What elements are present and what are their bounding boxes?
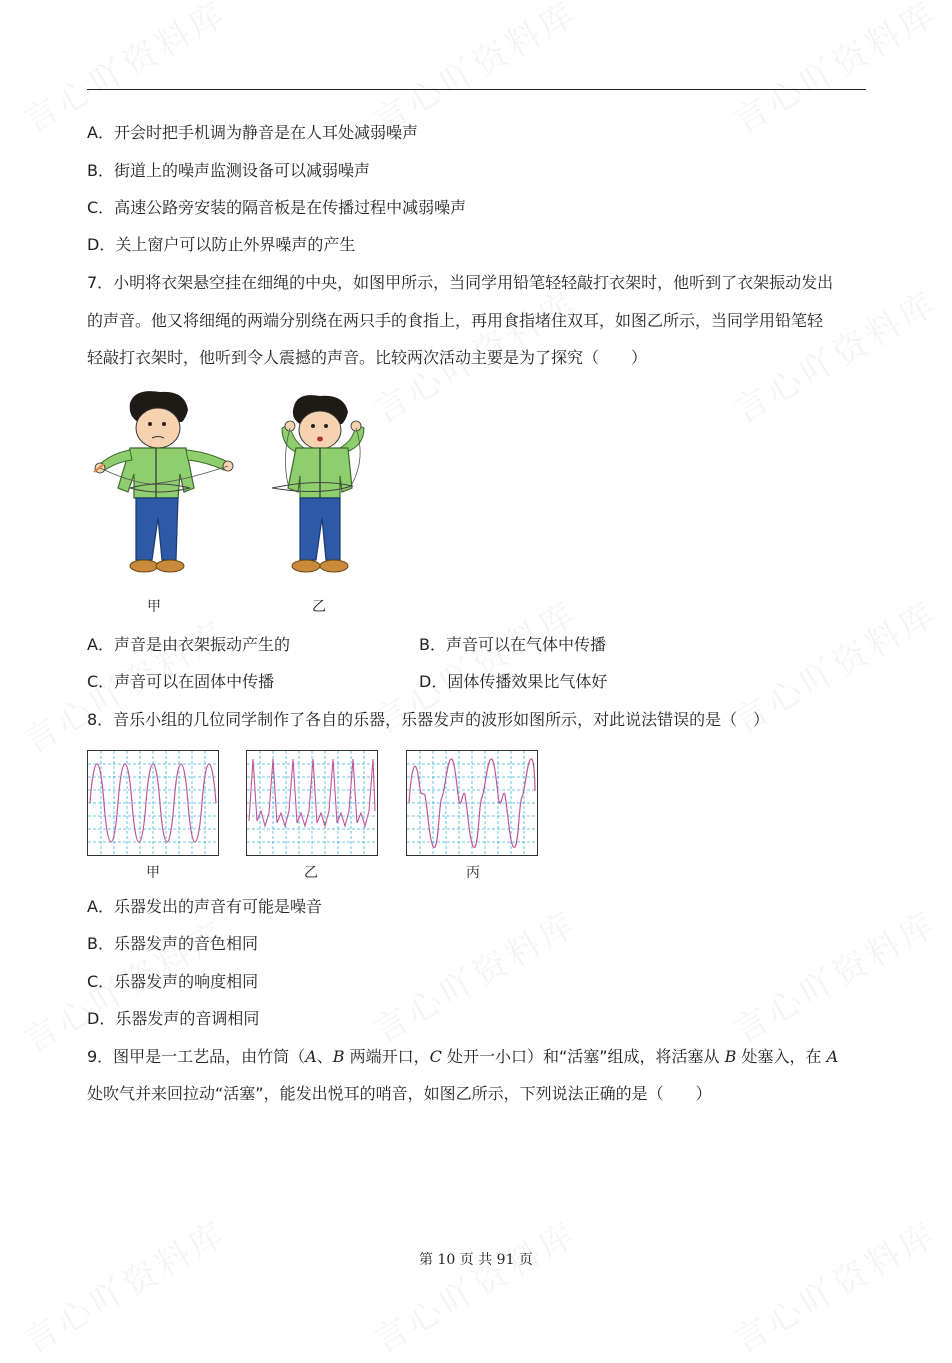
q7-stem-line-3: 轻敲打衣架时，他听到令人震撼的声音。比较两次活动主要是为了探究（ ） <box>87 348 648 367</box>
q8-option-a: A．乐器发出的声音有可能是噪音 <box>87 897 322 916</box>
watermark <box>363 0 585 143</box>
boy-holding-string-figure <box>90 388 240 584</box>
q8-option-d: D．乐器发声的音调相同 <box>87 1009 260 1028</box>
q8-fig-caption-jia: 甲 <box>146 865 160 881</box>
q8-stem: 8．音乐小组的几位同学制作了各自的乐器，乐器发声的波形如图所示，对此说法错误的是（ ） <box>87 710 770 729</box>
watermark <box>723 896 945 1052</box>
header-rule <box>87 89 866 90</box>
waveform-bing <box>406 750 538 856</box>
q6-option-b: B．街道上的噪声监测设备可以减弱噪声 <box>87 161 370 180</box>
q7-stem-line-2: 的声音。他又将细绳的两端分别绕在两只手的食指上，再用食指堵住双耳，如图乙所示，当同学用铅笔轻 <box>87 311 824 330</box>
q7-stem-line-1: 7．小明将衣架悬空挂在细绳的中央，如图甲所示，当同学用铅笔轻轻敲打衣架时，他听到了衣架振动发出 <box>87 273 834 292</box>
q8-option-c: C．乐器发声的响度相同 <box>87 972 259 991</box>
q6-option-a: A．开会时把手机调为静音是在人耳处减弱噪声 <box>87 123 418 142</box>
q8-fig-caption-bing: 丙 <box>466 865 480 881</box>
waveform-jia <box>87 750 219 856</box>
q7-option-d: D．固体传播效果比气体好 <box>419 672 608 691</box>
watermark <box>723 0 945 143</box>
q9-stem-line-2: 处吹气并来回拉动“活塞”，能发出悦耳的哨音，如图乙所示，下列说法正确的是（ ） <box>87 1084 712 1103</box>
watermark <box>363 1206 585 1362</box>
q8-option-b: B．乐器发声的音色相同 <box>87 934 258 953</box>
q6-option-c: C．高速公路旁安装的隔音板是在传播过程中减弱噪声 <box>87 198 467 217</box>
q7-fig-caption-jia: 甲 <box>147 599 161 615</box>
watermark <box>363 896 585 1052</box>
page-number-footer: 第 10 页 共 91 页 <box>419 1252 533 1268</box>
q7-option-b: B．声音可以在气体中传播 <box>419 635 606 654</box>
watermark <box>723 276 945 432</box>
watermark <box>13 1206 235 1362</box>
watermark <box>13 0 235 143</box>
q9-stem-line-1: 9．图甲是一工艺品，由竹筒（A、B 两端开口，C 处开一小口）和“活塞”组成，将活塞从 B 处塞入，在 A <box>87 1047 839 1066</box>
q7-option-a: A．声音是由衣架振动产生的 <box>87 635 290 654</box>
q7-option-c: C．声音可以在固体中传播 <box>87 672 275 691</box>
boy-fingers-in-ears-figure <box>268 388 398 584</box>
q6-option-d: D．关上窗户可以防止外界噪声的产生 <box>87 235 356 254</box>
q8-fig-caption-yi: 乙 <box>304 865 318 881</box>
watermark <box>723 1206 945 1362</box>
q7-fig-caption-yi: 乙 <box>312 599 326 615</box>
waveform-yi <box>246 750 378 856</box>
